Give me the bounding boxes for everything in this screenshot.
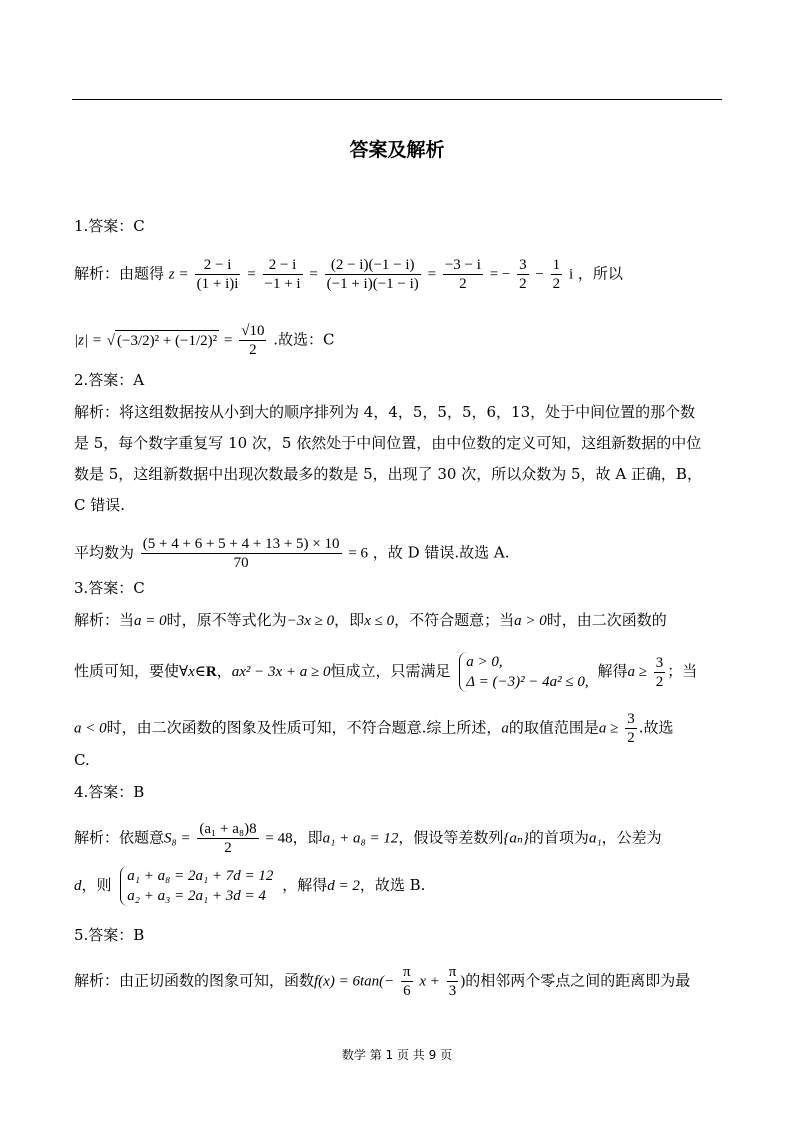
q1-f1-num: 2 − i bbox=[195, 256, 241, 275]
q5-l1d: ) bbox=[460, 973, 466, 990]
q1-minus2: − bbox=[535, 266, 544, 283]
q1-answer: 1.答案：C bbox=[74, 217, 145, 235]
q5-l1a: 解析：由正切函数的图象可知，函数 bbox=[74, 971, 315, 990]
q1-eq: = bbox=[179, 266, 188, 283]
q2-expl-line1: 解析：将这组数据按从小到大的顺序排列为 4，4，5，5，5，6，13，处于中间位置的那个数 bbox=[74, 403, 696, 421]
q3-l1h: a > 0 bbox=[514, 613, 547, 629]
q3-l2b: ∀x∈ bbox=[179, 664, 206, 680]
q4-l1f: ，假设等差数列 bbox=[398, 828, 504, 847]
q2-answer: 2.答案：A bbox=[74, 371, 145, 389]
q2-expl-line3: 数是 5，这组新数据中出现次数最多的数是 5，出现了 30 次，所以众数为 5，故 A 正确，B， bbox=[74, 465, 702, 483]
q3-answer: 3.答案：C bbox=[74, 579, 145, 597]
q4-l1g: {aₙ} bbox=[503, 830, 529, 847]
q5-p1-den: 6 bbox=[403, 983, 411, 999]
q4-l2d: d = 2 bbox=[327, 878, 360, 894]
q1-tail: .故选：C bbox=[273, 330, 335, 349]
q4-fr-num: (a₁ + a₈)8 bbox=[199, 821, 257, 837]
q1-f4-num: −3 − i bbox=[444, 257, 481, 273]
q2-avg-eq: = 6 bbox=[348, 545, 369, 562]
q2-expl-line4: C 错误. bbox=[74, 496, 126, 514]
q3-l1f: x ≤ 0 bbox=[364, 613, 395, 629]
q1-frac5 bbox=[517, 256, 529, 293]
q1-eq3: = bbox=[309, 266, 318, 283]
q1-frac-res bbox=[239, 322, 266, 359]
q3-l3f: .故选 bbox=[638, 718, 674, 737]
q3-expl-line2 bbox=[74, 652, 697, 692]
q1-sqrt-expr: (−3/2)² + (−1/2)² bbox=[115, 330, 219, 351]
q3-fr2-den: 2 bbox=[627, 730, 635, 746]
q4-fr-den: 2 bbox=[224, 840, 232, 856]
q1-f3-num: (2 − i)(−1 − i) bbox=[325, 256, 421, 275]
q2-expl-line2: 是 5，每个数字重复写 10 次，5 依然处于中间位置，由中位数的定义可知，这组新数据的中位 bbox=[74, 434, 702, 452]
q5-l1e: 的相邻两个零点之间的距离即为最 bbox=[465, 971, 691, 990]
q1-res-den: 2 bbox=[249, 342, 257, 358]
q2-avg-frac bbox=[141, 535, 342, 572]
q1-frac4 bbox=[443, 256, 483, 293]
q2-avg-den: 70 bbox=[233, 555, 249, 571]
q3-l2a: 性质可知，要使 bbox=[74, 662, 180, 680]
q4-l1j: ，公差为 bbox=[601, 828, 662, 847]
q1-eq5: = bbox=[223, 332, 233, 349]
q3-l2c: ， bbox=[216, 662, 232, 680]
q5-l1c: x + bbox=[419, 973, 440, 990]
q3-system bbox=[459, 652, 588, 692]
q3-l1c: 时，原不等式化为 bbox=[166, 611, 287, 629]
q4-l2b: ，则 bbox=[81, 876, 112, 894]
q5-answer: 5.答案：B bbox=[74, 926, 145, 944]
q1-minus: = − bbox=[489, 266, 511, 283]
q3-l2g: a ≥ bbox=[627, 664, 647, 680]
q4-expl-line2 bbox=[74, 866, 425, 906]
q5-p2-num: π bbox=[448, 964, 457, 980]
q3-l3d: 的取值范围是 bbox=[508, 718, 599, 737]
q1-expl-prefix: 解析：由题得 bbox=[74, 264, 165, 283]
q1-eq2: = bbox=[247, 266, 256, 283]
q4-sys2: a₂ + a₃ = 2a₁ + 3d = 4 bbox=[127, 888, 266, 904]
q3-l2e: 恒成立，只需满足 bbox=[330, 662, 451, 680]
q3-fr2-num: 3 bbox=[627, 711, 635, 727]
q5-p2-den: 3 bbox=[448, 983, 457, 999]
q1-expl-line2 bbox=[74, 322, 334, 359]
q4-l1i: a₁ bbox=[588, 830, 602, 847]
q4-l1e: a₁ + a₈ = 12 bbox=[322, 830, 399, 847]
q4-l1d: ，即 bbox=[292, 828, 323, 847]
q1-f1-den: (1 + i)i bbox=[196, 276, 239, 292]
q4-sys1: a₁ + a₈ = 2a₁ + 7d = 12 bbox=[127, 868, 274, 884]
q4-l2e: ，故选 B. bbox=[359, 876, 426, 894]
q1-f6-num: 1 bbox=[552, 257, 561, 273]
q1-res-num: √10 bbox=[241, 323, 265, 339]
q1-f2-den: −1 + i bbox=[264, 276, 301, 292]
q1-f4-den: 2 bbox=[459, 276, 467, 292]
q3-l3b: 时，由二次函数的图象及性质可知，不符合题意.综上所述， bbox=[106, 718, 502, 737]
q1-expl-line1 bbox=[74, 256, 623, 293]
q4-l2c: ，解得 bbox=[282, 876, 328, 894]
q1-f3-den: (−1 + i)(−1 − i) bbox=[326, 276, 419, 292]
q1-z: z bbox=[168, 266, 175, 283]
q1-frac6 bbox=[551, 256, 563, 293]
q1-eq4: = bbox=[427, 266, 437, 283]
q4-l1a: 解析：依题意 bbox=[74, 828, 165, 847]
page-title: 答案及解析 bbox=[349, 139, 445, 161]
q1-so: ，所以 bbox=[577, 264, 623, 283]
q3-l2f: 解得 bbox=[597, 662, 628, 680]
q1-frac3 bbox=[325, 256, 421, 293]
q1-sqrt: √ (−3/2)² + (−1/2)² bbox=[107, 333, 219, 349]
q3-expl-line1 bbox=[74, 610, 667, 631]
q3-l2d: ax² − 3x + a ≥ 0 bbox=[231, 664, 331, 680]
q5-l1b: f(x) = 6tan(− bbox=[314, 973, 395, 990]
q3-expl-line3 bbox=[74, 710, 673, 747]
q1-f6-den: 2 bbox=[552, 276, 561, 292]
q1-frac2 bbox=[263, 256, 303, 293]
q3-sys1: a > 0, bbox=[466, 654, 503, 670]
q4-l1b: S₈ = bbox=[164, 830, 191, 847]
q3-l1b: a = 0 bbox=[134, 613, 167, 629]
q3-l1a: 解析：当 bbox=[74, 611, 135, 629]
q5-frac1 bbox=[401, 963, 413, 1000]
q3-l3c: a bbox=[501, 720, 509, 737]
q1-abs-z: |z| = bbox=[74, 332, 102, 349]
q2-avg-num: (5 + 4 + 6 + 5 + 4 + 13 + 5) × 10 bbox=[142, 536, 340, 552]
q4-answer: 4.答案：B bbox=[74, 783, 145, 801]
q3-l3e: a ≥ bbox=[598, 720, 619, 737]
q5-p1-num: π bbox=[403, 964, 411, 980]
q3-l1i: 时，由二次函数的 bbox=[546, 611, 667, 629]
q3-expl-line4: C. bbox=[74, 751, 90, 769]
q3-l2R: R bbox=[205, 664, 217, 680]
q3-frac2 bbox=[625, 710, 637, 747]
page-footer: 数学 第 1 页 共 9 页 bbox=[341, 1048, 453, 1062]
q1-i: i bbox=[568, 266, 574, 283]
q2-avg-prefix: 平均数为 bbox=[74, 543, 135, 562]
q2-avg-line bbox=[74, 535, 510, 572]
q3-l1d: −3x ≥ 0 bbox=[286, 613, 335, 629]
q3-l3a: a < 0 bbox=[74, 720, 107, 737]
q3-l1g: ，不符合题意；当 bbox=[394, 611, 515, 629]
q4-l1c: = 48 bbox=[265, 830, 293, 847]
q1-f5-den: 2 bbox=[519, 276, 527, 292]
q3-l1e: ，即 bbox=[334, 611, 365, 629]
q3-l2h: ；当 bbox=[667, 662, 698, 680]
q3-frac1 bbox=[654, 654, 666, 691]
q3-fr-den: 2 bbox=[655, 673, 664, 690]
q3-sys2: Δ = (−3)² − 4a² ≤ 0, bbox=[466, 674, 589, 690]
q5-expl-line1 bbox=[74, 963, 690, 1000]
q2-avg-tail: ，故 D 错误.故选 A. bbox=[372, 543, 510, 562]
q4-frac bbox=[197, 820, 258, 857]
q4-l2a: d bbox=[74, 878, 82, 894]
q4-l1h: 的首项为 bbox=[528, 828, 589, 847]
q4-system bbox=[120, 866, 273, 906]
q3-fr-num: 3 bbox=[655, 654, 664, 671]
q1-frac1 bbox=[195, 256, 241, 293]
q1-f5-num: 3 bbox=[519, 257, 527, 273]
q5-frac2 bbox=[447, 963, 459, 1000]
q1-f2-num: 2 − i bbox=[263, 256, 303, 275]
header-rule bbox=[72, 99, 722, 100]
q4-expl-line1 bbox=[74, 820, 662, 857]
